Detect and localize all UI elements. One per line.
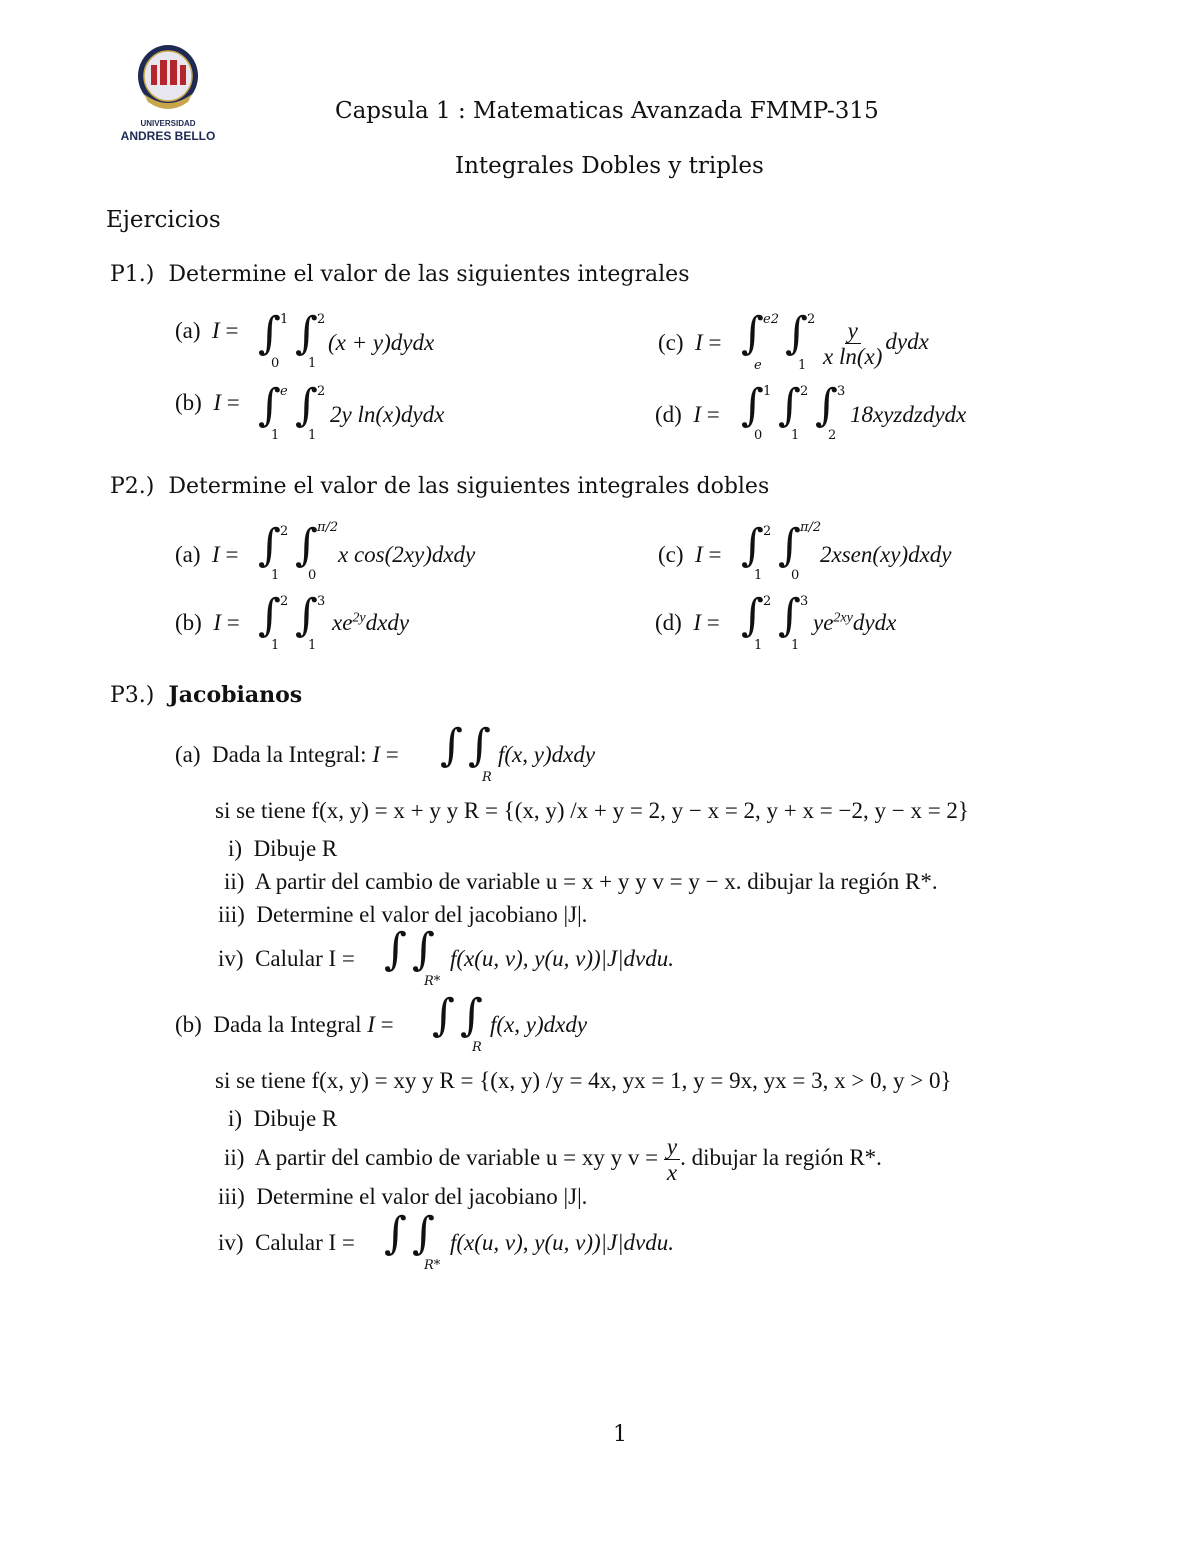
p3-heading: Jacobianos — [168, 682, 303, 708]
p2-d-integral: (d) I = — [655, 610, 720, 635]
integral-sign-icon: ∫ — [741, 520, 764, 571]
integral-sign-icon: ∫ — [785, 308, 808, 359]
p3-a-given: si se tiene f(x, y) = x + y y R = {(x, y) /x + y = 2, y − x = 2, y + x = −2, y − x = 2} — [215, 798, 969, 823]
p2-text: Determine el valor de las siguientes integrales dobles — [168, 474, 770, 499]
integral-sign-icon: ∫ — [258, 308, 281, 359]
p2-statement — [110, 474, 769, 499]
p3-a-integral: f(x, y)dxdy — [498, 742, 596, 767]
document-subtitle: Integrales Dobles y triples — [455, 153, 764, 179]
integral-sign-icon: ∫ — [741, 308, 764, 359]
p1-text: Determine el valor de las siguientes integrales — [168, 262, 690, 287]
document-title: Capsula 1 : Matematicas Avanzada FMMP-315 — [335, 98, 879, 124]
p3-a-item-iii: iii) Determine el valor del jacobiano |J|. — [218, 902, 588, 927]
p1-d-integral: (d) I = — [655, 402, 720, 427]
integral-sign-icon: ∫ — [778, 380, 801, 431]
p2-a-integrand: x cos(2xy)dxdy — [338, 542, 476, 567]
integral-sign-icon: ∫ — [815, 380, 838, 431]
p3-b-item-iv: iv) Calular I = — [218, 1230, 355, 1255]
p2-a-integral: (a) I = — [175, 542, 239, 567]
p1-a-integral: (a) I = — [175, 318, 239, 343]
svg-text:ANDRES BELLO: ANDRES BELLO — [120, 129, 216, 143]
p1-label: P1.) — [110, 262, 155, 287]
p1-a-integrand: (x + y)dydx — [328, 330, 435, 355]
p3-statement — [110, 682, 302, 708]
integral-sign-icon: ∫ — [432, 990, 455, 1041]
p2-label: P2.) — [110, 474, 155, 499]
p1-statement — [110, 262, 690, 287]
p3-a-item-ii: ii) A partir del cambio de variable u = x + y y v = y − x. dibujar la región R*. — [224, 869, 938, 894]
p3-a-item-iv: iv) Calular I = — [218, 946, 355, 971]
integral-sign-icon: ∫ — [384, 1208, 407, 1259]
integral-sign-icon: ∫ — [258, 520, 281, 571]
p3-b-item-iv-integral: f(x(u, v), y(u, v))|J|dvdu. — [450, 1230, 674, 1255]
integral-sign-icon: ∫ — [258, 380, 281, 431]
p3-b-item-iii: iii) Determine el valor del jacobiano |J|. — [218, 1184, 588, 1209]
p3-b-item-i: i) Dibuje R — [228, 1106, 338, 1131]
p3-b-integral: f(x, y)dxdy — [490, 1012, 588, 1037]
integral-sign-icon: ∫ — [741, 590, 764, 641]
svg-text:UNIVERSIDAD: UNIVERSIDAD — [140, 119, 196, 128]
p1-c-integral: (c) I = — [658, 330, 722, 355]
p1-c-integrand: $\frac{y}{\text{x ln(x)}}$ dydx — [823, 318, 929, 370]
integral-sign-icon: ∫ — [741, 380, 764, 431]
integral-sign-icon: ∫ — [412, 924, 435, 975]
p2-b-integrand: $xe^{2y}dxdy$ — [332, 610, 410, 635]
p2-d-integrand: $ye^{2xy}dydx$ — [813, 610, 897, 635]
integral-sign-icon: ∫ — [295, 520, 318, 571]
p1-d-integrand: 18xyzdzdydx — [850, 402, 967, 427]
p2-c-integrand: 2xsen(xy)dxdy — [820, 542, 952, 567]
p3-b-given: si se tiene f(x, y) = xy y R = {(x, y) /y = 4x, yx = 1, y = 9x, yx = 3, x > 0, y > 0} — [215, 1068, 952, 1093]
p3-a-intro: (a) Dada la Integral: I = — [175, 742, 399, 767]
p3-a-item-i: i) Dibuje R — [228, 836, 338, 861]
page-number: 1 — [613, 1422, 627, 1447]
p3-label: P3.) — [110, 683, 155, 708]
integral-sign-icon: ∫ — [440, 720, 463, 771]
p1-b-integral: (b) I = — [175, 390, 240, 415]
p3-b-item-ii: ii) A partir del cambio de variable u = xy y v = $\frac{y}{x}$ . dibujar la región R*. — [224, 1134, 882, 1186]
university-logo — [118, 36, 228, 146]
integral-sign-icon: ∫ — [778, 520, 801, 571]
integral-sign-icon: ∫ — [295, 380, 318, 431]
p3-b-intro: (b) Dada la Integral I = — [175, 1012, 394, 1037]
integral-sign-icon: ∫ — [468, 720, 491, 771]
p3-a-item-iv-integral: f(x(u, v), y(u, v))|J|dvdu. — [450, 946, 674, 971]
integral-sign-icon: ∫ — [778, 590, 801, 641]
integral-sign-icon: ∫ — [295, 590, 318, 641]
p2-c-integral: (c) I = — [658, 542, 722, 567]
p1-b-integrand: 2y ln(x)dydx — [330, 402, 445, 427]
integral-sign-icon: ∫ — [384, 924, 407, 975]
integral-sign-icon: ∫ — [460, 990, 483, 1041]
section-heading: Ejercicios — [106, 207, 221, 233]
integral-sign-icon: ∫ — [412, 1208, 435, 1259]
integral-sign-icon: ∫ — [258, 590, 281, 641]
integral-sign-icon: ∫ — [295, 308, 318, 359]
p2-b-integral: (b) I = — [175, 610, 240, 635]
